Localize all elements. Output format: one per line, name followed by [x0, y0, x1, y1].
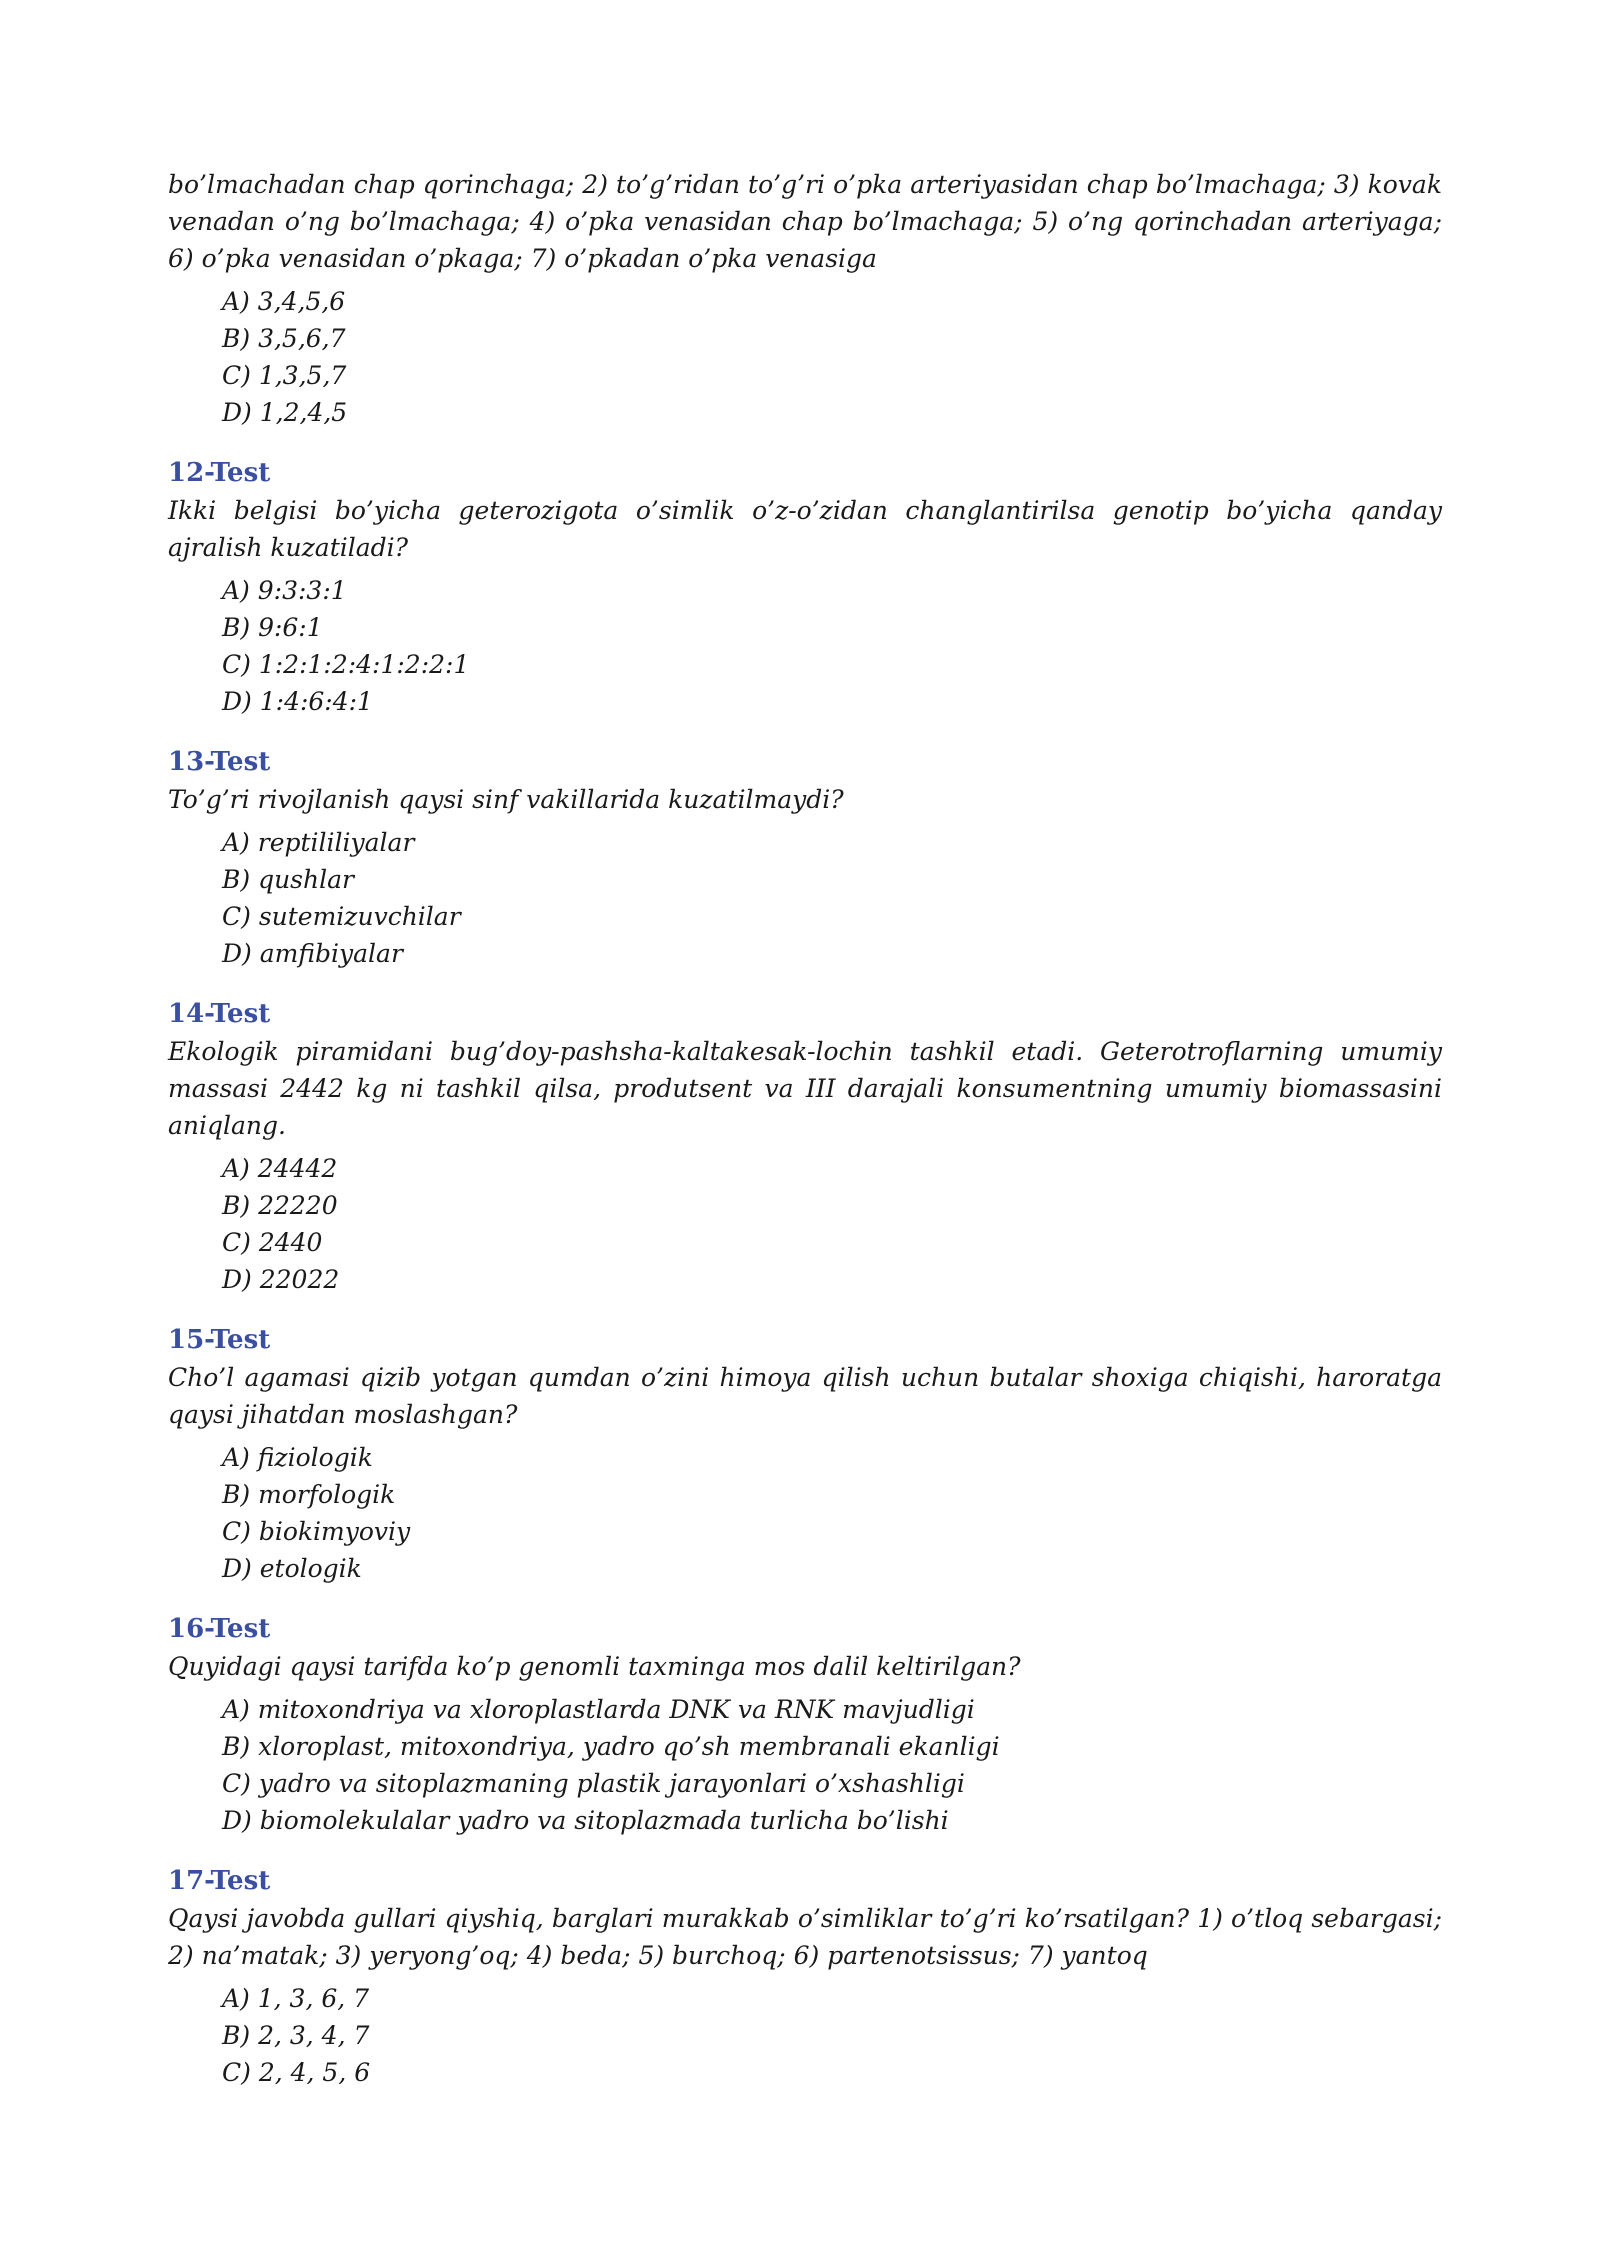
option-a: A) 9:3:3:1 — [222, 576, 347, 605]
test-11-continuation — [168, 166, 1442, 431]
question-text: Quyidagi qaysi tarifda ko’p genomli taxminga mos dalil keltirilgan? — [168, 1652, 1021, 1681]
question-text: Ikki belgisi bo’yicha geterozigota o’simlik o’z-o’zidan changlantirilsa genotip bo’yicha qanday ajralish kuzatiladi? — [168, 496, 1442, 562]
option-a: A) 3,4,5,6 — [222, 287, 346, 316]
option-b: B) morfologik — [222, 1480, 396, 1509]
option-a: A) 1, 3, 6, 7 — [222, 1984, 370, 2013]
option-b: B) 3,5,6,7 — [222, 324, 346, 353]
test-14 — [168, 996, 1442, 1298]
test-title: 17-Test — [168, 1866, 271, 1896]
option-d: D) 1:4:6:4:1 — [222, 687, 373, 716]
option-a: A) 24442 — [222, 1154, 338, 1183]
test-title: 15-Test — [168, 1325, 271, 1355]
document-page — [168, 166, 1442, 2091]
test-15 — [168, 1322, 1442, 1587]
option-c: C) biokimyoviy — [222, 1517, 411, 1546]
question-text: Cho’l agamasi qizib yotgan qumdan o’zini himoya qilish uchun butalar shoxiga chiqishi, haroratga qaysi jihatdan moslashgan? — [168, 1363, 1442, 1429]
option-c: C) 1:2:1:2:4:1:2:2:1 — [222, 650, 470, 679]
answer-options — [222, 283, 1442, 431]
option-c: C) yadro va sitoplazmaning plastik jarayonlari o’xshashligi — [222, 1769, 965, 1798]
answer-options — [222, 1980, 1442, 2091]
option-d: D) 22022 — [222, 1265, 340, 1294]
option-a: A) mitoxondriya va xloroplastlarda DNK va RNK mavjudligi — [222, 1695, 975, 1724]
option-b: B) 9:6:1 — [222, 613, 323, 642]
answer-options — [222, 1691, 1442, 1839]
question-text: To’g’ri rivojlanish qaysi sinf vakillarida kuzatilmaydi? — [168, 785, 844, 814]
test-title: 13-Test — [168, 747, 271, 777]
option-d: D) 1,2,4,5 — [222, 398, 348, 427]
question-text: bo’lmachadan chap qorinchaga; 2) to’g’ridan to’g’ri o’pka arteriyasidan chap bo’lmachaga; 3) kovak venadan o’ng bo’lmachaga; 4) o’pka venasidan chap bo’lmachaga; 5) o’ng qorinchadan arteriyaga; 6) o’pka venasidan o’pkaga; 7) o’pkadan o’pka venasiga — [168, 170, 1442, 273]
option-d: D) etologik — [222, 1554, 362, 1583]
question-text: Ekologik piramidani bug’doy-pashsha-kaltakesak-lochin tashkil etadi. Geterotroflarning umumiy massasi 2442 kg ni tashkil qilsa, produtsent va III darajali konsumentning umumiy biomassasini aniqlang. — [168, 1037, 1442, 1140]
test-17 — [168, 1863, 1442, 2091]
answer-options — [222, 824, 1442, 972]
option-d: D) biomolekulalar yadro va sitoplazmada turlicha bo’lishi — [222, 1806, 949, 1835]
option-c: C) sutemizuvchilar — [222, 902, 461, 931]
test-12 — [168, 455, 1442, 720]
test-13 — [168, 744, 1442, 972]
option-b: B) 2, 3, 4, 7 — [222, 2021, 370, 2050]
test-16 — [168, 1611, 1442, 1839]
option-c: C) 2440 — [222, 1228, 323, 1257]
answer-options — [222, 1439, 1442, 1587]
option-b: B) 22220 — [222, 1191, 338, 1220]
option-b: B) qushlar — [222, 865, 354, 894]
option-c: C) 2, 4, 5, 6 — [222, 2058, 371, 2087]
test-title: 12-Test — [168, 458, 271, 488]
question-text: Qaysi javobda gullari qiyshiq, barglari murakkab o’simliklar to’g’ri ko’rsatilgan? 1) o’tloq sebargasi; 2) na’matak; 3) yeryong’oq; 4) beda; 5) burchoq; 6) partenotsissus; 7) yantoq — [168, 1904, 1442, 1970]
answer-options — [222, 572, 1442, 720]
option-d: D) amfibiyalar — [222, 939, 403, 968]
answer-options — [222, 1150, 1442, 1298]
test-title: 16-Test — [168, 1614, 271, 1644]
option-a: A) fiziologik — [222, 1443, 373, 1472]
option-a: A) reptililiyalar — [222, 828, 415, 857]
test-title: 14-Test — [168, 999, 271, 1029]
option-b: B) xloroplast, mitoxondriya, yadro qo’sh membranali ekanligi — [222, 1732, 1000, 1761]
option-c: C) 1,3,5,7 — [222, 361, 347, 390]
